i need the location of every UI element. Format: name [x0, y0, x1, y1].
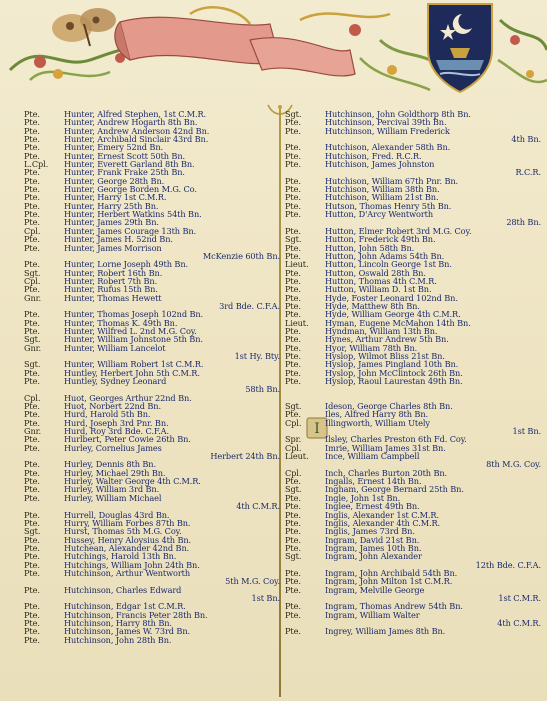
rank-label: Pte.	[285, 292, 301, 303]
soldier-name: Hutchison, Fred. R.C.R.	[325, 150, 422, 161]
rank-label: Sgt.	[24, 526, 41, 537]
soldier-name: Ingram, John Milton 1st C.M.R.	[325, 576, 453, 587]
rank-label: Pte.	[24, 409, 40, 420]
rank-label: Pte.	[24, 142, 40, 153]
soldier-name: Inglis, Alexander 1st C.M.R.	[325, 509, 439, 520]
rank-label: Pte.	[285, 534, 301, 545]
soldier-name: Inglis, Alexander 4th C.M.R.	[325, 517, 441, 528]
soldier-name: Hutton, D'Arcy Wentworth	[325, 209, 434, 220]
soldier-name: Hutchison, Alexander 58th Bn.	[325, 142, 451, 153]
soldier-name: Hunter, Lorne Joseph 49th Bn.	[64, 259, 188, 270]
roll-entry	[285, 419, 541, 427]
rank-label: Sgt.	[285, 109, 302, 119]
unit-continuation: 3rd Bde. C.F.A.	[219, 300, 280, 311]
roll-entry	[285, 377, 541, 385]
soldier-name: Hunter, James Courage 13th Bn.	[64, 225, 197, 236]
rank-label: Pte.	[285, 300, 301, 311]
rank-label: Cpl.	[24, 225, 41, 236]
rank-label: Cpl.	[285, 442, 302, 453]
roll-entry	[285, 385, 541, 393]
unit-continuation: 4th Bn.	[511, 134, 541, 145]
soldier-name: Hutson, Thomas Henry 5th Bn.	[325, 200, 452, 211]
soldier-name: Hurd, Joseph 3rd Pnr. Bn.	[64, 417, 169, 428]
roll-entry	[285, 210, 541, 218]
rank-label: Pte.	[24, 609, 40, 620]
rank-label: Pte.	[285, 209, 301, 220]
rank-label: Pte.	[24, 417, 40, 428]
soldier-name: Hunter, William Johnstone 5th Bn.	[64, 334, 203, 345]
soldier-name: Hynes, Arthur Andrew 5th Bn.	[325, 334, 449, 345]
soldier-name: Inglis, James 73rd Bn.	[325, 526, 415, 537]
soldier-name: Hutchinson, Charles Edward	[64, 584, 182, 595]
soldier-name: Hyndman, William 13th Bn.	[325, 325, 438, 336]
rank-label: Pte.	[24, 634, 40, 645]
soldier-name: Ilsley, Charles Preston 6th Fd. Coy.	[325, 434, 467, 445]
rank-label: Pte.	[24, 626, 40, 637]
soldier-name: Hunter, William Robert 1st C.M.R.	[64, 359, 204, 370]
svg-text:I: I	[314, 421, 320, 437]
rank-label: Pte.	[285, 175, 301, 186]
rank-label: Sgt.	[24, 334, 41, 345]
rank-label: Pte.	[285, 492, 301, 503]
roll-entry	[24, 377, 280, 385]
rank-label: Pte.	[285, 476, 301, 487]
soldier-name: Hyde, Matthew 8th Bn.	[325, 300, 420, 311]
rank-label: Pte.	[24, 242, 40, 253]
rank-label: Pte.	[285, 542, 301, 553]
soldier-name: Hutchison, William 38th Bn.	[325, 184, 440, 195]
unit-continuation: R.C.R.	[515, 167, 541, 178]
rank-label: Pte.	[24, 442, 40, 453]
rank-label: Pte.	[285, 142, 301, 153]
soldier-name: Hutchinson, Edgar 1st C.M.R.	[64, 601, 186, 612]
soldier-name: Ingram, William Walter	[325, 609, 420, 620]
soldier-name: Inch, Charles Burton 20th Bn.	[325, 467, 448, 478]
rank-label: Spr.	[285, 434, 302, 445]
soldier-name: Hutchinson, Arthur Wentworth	[64, 567, 191, 578]
moth-ornament-icon	[52, 8, 116, 46]
rank-label: Pte.	[24, 534, 40, 545]
left-name-column	[24, 110, 280, 644]
rank-label: Pte.	[24, 484, 40, 495]
rank-label: Pte.	[24, 217, 40, 228]
soldier-name: Hutton, John Adams 54th Bn.	[325, 250, 445, 261]
rank-label: Pte.	[285, 509, 301, 520]
soldier-name: Ingalls, Ernest 14th Bn.	[325, 476, 422, 487]
soldier-name: Hunter, Thomas Hewett	[64, 292, 162, 303]
rank-label: Pte.	[24, 167, 40, 178]
rank-label: L.Cpl.	[24, 159, 49, 170]
rank-label: Gnr.	[24, 292, 42, 303]
rank-label: Pte.	[24, 559, 40, 570]
rank-label: Pte.	[24, 184, 40, 195]
rank-label: Pte.	[24, 325, 40, 336]
soldier-name: Hurlbert, Peter Cowie 26th Bn.	[64, 434, 191, 445]
rank-label: Gnr.	[24, 342, 42, 353]
soldier-name: Hyslop, John McClintock 26th Bn.	[325, 367, 463, 378]
soldier-name: Hunter, Thomas K. 49th Bn.	[64, 317, 178, 328]
rank-label: Sgt.	[285, 551, 302, 562]
rank-label: Cpl.	[285, 467, 302, 478]
unit-continuation: 4th C.M.R.	[236, 501, 280, 512]
soldier-name: Hutton, John 58th Bn.	[325, 242, 415, 253]
rank-label: Pte.	[285, 359, 301, 370]
soldier-name: Hunter, Rufus 15th Bn.	[64, 284, 158, 295]
rank-label: Cpl.	[24, 392, 41, 403]
soldier-name: Hutchings, William John 24th Bn.	[64, 559, 200, 570]
soldier-name: Hutchison, William 21st Bn.	[325, 192, 439, 203]
roll-entry	[285, 627, 541, 635]
soldier-name: Hurley, William Michael	[64, 492, 162, 503]
soldier-name: Ideson, George Charles 8th Bn.	[325, 401, 453, 412]
soldier-name: Ingram, John Archibald 54th Bn.	[325, 567, 458, 578]
rank-label: Pte.	[24, 401, 40, 412]
soldier-name: Hunter, Robert 16th Bn.	[64, 267, 163, 278]
roll-entry	[24, 586, 280, 594]
soldier-name: Ingram, James 10th Bn.	[325, 542, 422, 553]
rank-label: Pte.	[24, 617, 40, 628]
rank-label: Pte.	[24, 459, 40, 470]
rank-label: Pte.	[285, 576, 301, 587]
soldier-name: Hunter, James H. 52nd Bn.	[64, 234, 173, 245]
rank-label: Pte.	[24, 317, 40, 328]
soldier-name: Hunter, George 28th Bn.	[64, 175, 165, 186]
soldier-name: Imrie, William James 31st Bn.	[325, 442, 446, 453]
unit-continuation: 4th C.M.R.	[497, 617, 541, 628]
rank-label: Gnr.	[24, 426, 42, 437]
soldier-name: Hurley, Dennis 8th Bn.	[64, 459, 156, 470]
rank-label: Lieut.	[285, 317, 309, 328]
rank-label: Pte.	[285, 367, 301, 378]
unit-continuation: 1st Bn.	[251, 592, 280, 603]
soldier-name: Hunter, Thomas Joseph 102nd Bn.	[64, 309, 204, 320]
soldier-name: Hutton, Lincoln George 1st Bn.	[325, 259, 452, 270]
rank-label: Pte.	[285, 200, 301, 211]
soldier-name: Hurley, Michael 29th Bn.	[64, 467, 166, 478]
soldier-name: Hunter, Frank Frake 25th Bn.	[64, 167, 185, 178]
rank-label: Pte.	[24, 117, 40, 128]
rank-label: Pte.	[285, 192, 301, 203]
rank-label: Pte.	[24, 134, 40, 145]
unit-continuation: 5th M.G. Coy.	[225, 576, 280, 587]
soldier-name: Hunter, Andrew Hogarth 8th Bn.	[64, 117, 198, 128]
rank-label: Pte.	[24, 125, 40, 136]
rank-label: Pte.	[285, 225, 301, 236]
soldier-name: Hutchean, Alexander 42nd Bn.	[64, 542, 190, 553]
soldier-name: Huntley, Herbert John 5th C.M.R.	[64, 367, 200, 378]
roll-entry	[24, 402, 280, 410]
right-name-column	[285, 110, 541, 636]
roll-entry	[285, 160, 541, 168]
soldier-name: Hurley, Walter George 4th C.M.R.	[64, 476, 201, 487]
unit-continuation: 1st C.M.R.	[498, 592, 541, 603]
soldier-name: Hyman, Eugene McMahon 14th Bn.	[325, 317, 471, 328]
rank-label: Lieut.	[285, 451, 309, 462]
soldier-name: Hyde, William George 4th C.M.R.	[325, 309, 461, 320]
rank-label: Pte.	[24, 309, 40, 320]
rank-label: Pte.	[24, 567, 40, 578]
rank-label: Pte.	[24, 150, 40, 161]
soldier-name: Hurrell, Douglas 43rd Bn.	[64, 509, 170, 520]
soldier-name: Hunter, Ernest Scott 50th Bn.	[64, 150, 186, 161]
rank-label: Pte.	[24, 376, 40, 386]
rank-label: Sgt.	[24, 267, 41, 278]
soldier-name: Hutton, Frederick 49th Bn.	[325, 234, 436, 245]
unit-continuation: 1st Bn.	[512, 426, 541, 437]
decorative-header-banner	[0, 0, 547, 98]
soldier-name: Hyde, Foster Leonard 102nd Bn.	[325, 292, 458, 303]
soldier-name: Hunter, Harry 1st C.M.R.	[64, 192, 167, 203]
soldier-name: Hunter, Emery 52nd Bn.	[64, 142, 163, 153]
rank-label: Pte.	[285, 584, 301, 595]
rank-label: Pte.	[24, 284, 40, 295]
rank-label: Pte.	[285, 125, 301, 136]
soldier-name: Hutchinson, William Frederick	[325, 125, 450, 136]
unit-continuation: Herbert 24th Bn.	[210, 451, 280, 462]
soldier-name: Hunter, Robert 7th Bn.	[64, 275, 158, 286]
soldier-name: Hurst, Thomas 5th M.G. Coy.	[64, 526, 182, 537]
rank-label: Sgt.	[285, 401, 302, 412]
soldier-name: Hutchinson, Harry 8th Bn.	[64, 617, 172, 628]
rank-label: Pte.	[24, 434, 40, 445]
soldier-name: Hurd, Harold 5th Bn.	[64, 409, 151, 420]
soldier-name: Hutton, Oswald 28th Bn.	[325, 267, 426, 278]
rank-label: Cpl.	[24, 275, 41, 286]
soldier-name: Hunter, James Morrison	[64, 242, 162, 253]
soldier-name: Hussey, Henry Aloysius 4th Bn.	[64, 534, 192, 545]
soldier-name: Ingham, George Bernard 25th Bn.	[325, 484, 464, 495]
rank-label: Pte.	[285, 117, 301, 128]
rank-label: Pte.	[285, 609, 301, 620]
soldier-name: Inglee, Ernest 49th Bn.	[325, 501, 420, 512]
rank-label: Pte.	[285, 150, 301, 161]
rank-label: Pte.	[24, 109, 40, 119]
rank-label: Pte.	[24, 192, 40, 203]
unit-continuation: 8th M.G. Coy.	[486, 459, 541, 470]
soldier-name: Hurley, Cornelius James	[64, 442, 162, 453]
soldier-name: Hunter, Harry 25th Bn.	[64, 200, 159, 211]
soldier-name: Ingram, Thomas Andrew 54th Bn.	[325, 601, 463, 612]
soldier-name: Hutchison, James Johnston	[325, 159, 435, 170]
rank-label: Pte.	[285, 567, 301, 578]
rank-label: Sgt.	[285, 234, 302, 245]
soldier-name: Ince, William Campbell	[325, 451, 420, 462]
soldier-name: Hunter, Everett Garland 8th Bn.	[64, 159, 195, 170]
rank-label: Pte.	[24, 551, 40, 562]
soldier-name: Iles, Alfred Harry 8th Bn.	[325, 409, 429, 420]
rank-label: Pte.	[24, 234, 40, 245]
soldier-name: Huot, Georges Arthur 22nd Bn.	[64, 392, 192, 403]
rank-label: Pte.	[285, 159, 301, 170]
rank-label: Pte.	[24, 209, 40, 220]
rank-label: Lieut.	[285, 259, 309, 270]
soldier-name: Hutchinson, John 28th Bn.	[64, 634, 172, 645]
ribbon-scroll-icon	[115, 17, 355, 76]
rank-label: Pte.	[24, 175, 40, 186]
rank-label: Pte.	[285, 409, 301, 420]
rank-label: Pte.	[24, 542, 40, 553]
soldier-name: Ingram, David 21st Bn.	[325, 534, 420, 545]
rank-label: Pte.	[285, 501, 301, 512]
rank-label: Pte.	[285, 350, 301, 361]
unit-continuation: 1st Hy. Bty.	[234, 350, 280, 361]
unit-continuation: 28th Bn.	[506, 217, 541, 228]
unit-continuation: 58th Bn.	[245, 384, 280, 395]
soldier-name: Huntley, Sydney Leonard	[64, 376, 167, 386]
soldier-name: Hunter, Alfred Stephen, 1st C.M.R.	[64, 109, 207, 119]
rank-label: Pte.	[285, 325, 301, 336]
soldier-name: Hutchinson, John Goldthorp 8th Bn.	[325, 109, 471, 119]
soldier-name: Hyslop, James Pingland 10th Bn.	[325, 359, 459, 370]
rank-label: Pte.	[24, 492, 40, 503]
soldier-name: Hutchinson, James W. 73rd Bn.	[64, 626, 190, 637]
soldier-name: Ingle, John 1st Bn.	[325, 492, 401, 503]
soldier-name: Hutton, William D. 1st Bn.	[325, 284, 432, 295]
soldier-name: Hunter, Herbert Watkins 54th Bn.	[64, 209, 202, 220]
rank-label: Sgt.	[24, 359, 41, 370]
soldier-name: Hurry, William Forbes 87th Bn.	[64, 517, 191, 528]
rank-label: Pte.	[285, 526, 301, 537]
soldier-name: Hutton, Elmer Robert 3rd M.G. Coy.	[325, 225, 472, 236]
rank-label: Pte.	[24, 509, 40, 520]
rank-label: Pte.	[285, 184, 301, 195]
rank-label: Pte.	[285, 250, 301, 261]
rank-label: Pte.	[24, 584, 40, 595]
soldier-name: Hunter, James 29th Bn.	[64, 217, 159, 228]
crest-shield-icon	[428, 4, 492, 92]
rank-label: Pte.	[285, 275, 301, 286]
rank-label: Pte.	[24, 259, 40, 270]
rank-label: Pte.	[285, 601, 301, 612]
unit-continuation: 12th Bde. C.F.A.	[475, 559, 541, 570]
rank-label: Pte.	[285, 626, 301, 637]
rank-label: Pte.	[285, 242, 301, 253]
rank-label: Pte.	[24, 367, 40, 378]
rank-label: Pte.	[285, 342, 301, 353]
roll-entry	[24, 636, 280, 644]
soldier-name: Hurley, William 3rd Bn.	[64, 484, 160, 495]
soldier-name: Hurd, Roy 3rd Bde. C.F.A.	[64, 426, 169, 437]
rank-label: Pte.	[285, 284, 301, 295]
rank-label: Pte.	[24, 601, 40, 612]
soldier-name: Hyor, William 78th Bn.	[325, 342, 418, 353]
rank-label: Pte.	[285, 334, 301, 345]
soldier-name: Hunter, Andrew Anderson 42nd Bn.	[64, 125, 210, 136]
soldier-name: Ingrey, William James 8th Bn.	[325, 626, 446, 637]
rank-label: Pte.	[24, 476, 40, 487]
soldier-name: Hutchison, William 67th Pnr. Bn.	[325, 175, 459, 186]
soldier-name: Hunter, George Borden M.G. Co.	[64, 184, 197, 195]
soldier-name: Illingworth, William Utely	[325, 417, 430, 428]
soldier-name: Hyslop, Wilmot Bliss 21st Bn.	[325, 350, 445, 361]
soldier-name: Ingram, Melville George	[325, 584, 425, 595]
soldier-name: Hutchinson, Percival 39th Bn.	[325, 117, 447, 128]
rank-label: Pte.	[285, 376, 301, 386]
rank-label: Pte.	[285, 517, 301, 528]
rank-label: Pte.	[285, 309, 301, 320]
soldier-name: Hunter, Wilfred L. 2nd M.G. Coy.	[64, 325, 197, 336]
rank-label: Pte.	[24, 467, 40, 478]
soldier-name: Hunter, William Lancelot	[64, 342, 166, 353]
soldier-name: Huot, Norbert 22nd Bn.	[64, 401, 161, 412]
soldier-name: Hyslop, Raoul Laurestan 49th Bn.	[325, 376, 463, 386]
rank-label: Pte.	[24, 517, 40, 528]
rank-label: Pte.	[285, 267, 301, 278]
roll-entry	[285, 127, 541, 135]
rank-label: Pte.	[24, 200, 40, 211]
soldier-name: Ingram, John Alexander	[325, 551, 422, 562]
soldier-name: Hutchinson, Francis Peter 28th Bn.	[64, 609, 208, 620]
soldier-name: Hunter, Archibald Sinclair 43rd Bn.	[64, 134, 209, 145]
soldier-name: Hutchings, Harold 13th Bn.	[64, 551, 177, 562]
rank-label: Sgt.	[285, 484, 302, 495]
soldier-name: Hutton, Thomas 4th C.M.R.	[325, 275, 437, 286]
rank-label: Cpl.	[285, 417, 302, 428]
unit-continuation: McKenzie 60th Bn.	[202, 250, 280, 261]
roll-entry	[285, 485, 541, 493]
